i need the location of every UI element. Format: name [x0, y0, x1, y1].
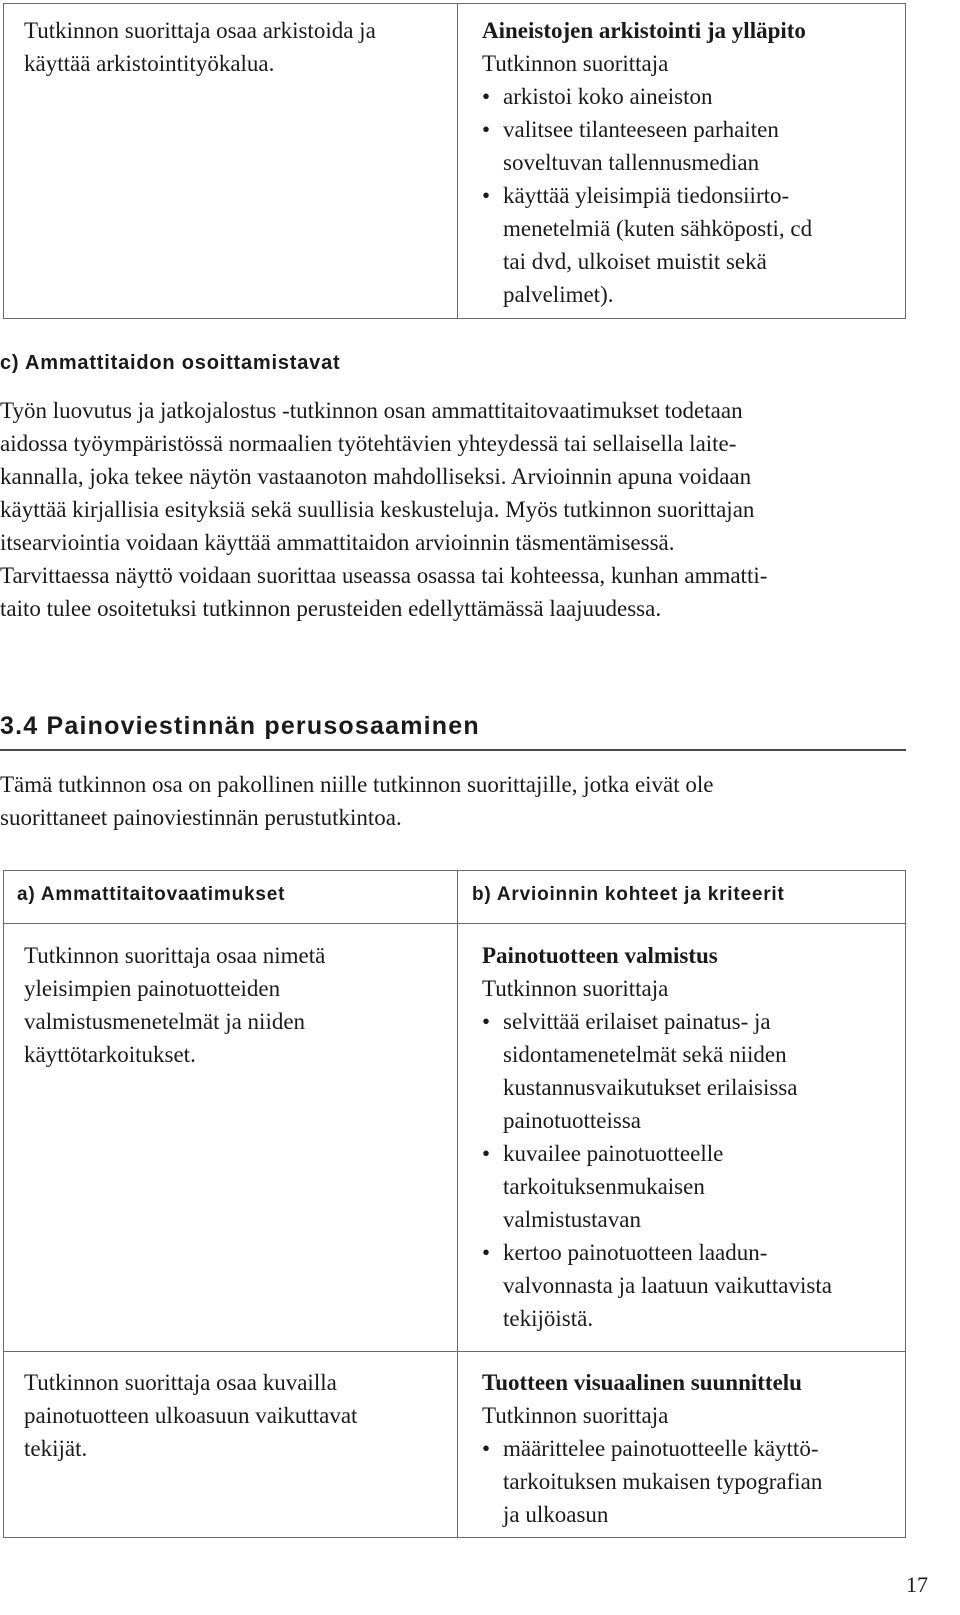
page-number: 17 — [906, 1572, 928, 1597]
bullet-line: • selvittää erilaiset painatus- ja — [503, 1009, 771, 1034]
criteria-bullet — [482, 113, 812, 179]
criteria-heading: Aineistojen arkistointi ja ylläpito — [482, 18, 806, 43]
paragraph-line: Työn luovutus ja jatkojalostus -tutkinnon osan ammattitaitovaatimukset todetaan — [0, 398, 743, 423]
bullet-line: valmistustavan — [503, 1207, 641, 1232]
bottom-table-header-rule — [3, 923, 906, 924]
cell-text-line: Tutkinnon suorittaja osaa kuvailla — [24, 1370, 337, 1395]
bullet-line: • arkistoi koko aineiston — [503, 84, 713, 109]
bullet-line: tarkoituksen mukaisen typografian — [503, 1469, 823, 1494]
criteria-subject: Tutkinnon suorittaja — [482, 1403, 669, 1428]
bullet-line: palvelimet). — [503, 282, 614, 307]
bullet-line: menetelmiä (kuten sähköposti, cd — [503, 216, 813, 241]
criteria-heading: Tuotteen visuaalinen suunnittelu — [482, 1370, 802, 1395]
criteria-bullet — [482, 80, 812, 113]
paragraph-line: Tämä tutkinnon osa on pakollinen niille tutkinnon suorittajille, jotka eivät ole — [0, 772, 714, 797]
column-a-header: a) Ammattitaitovaatimukset — [17, 884, 286, 905]
paragraph-line: aidossa työympäristössä normaalien työtehtävien yhteydessä tai sellaisella laite- — [0, 431, 737, 456]
cell-text-line: käyttötarkoitukset. — [24, 1042, 196, 1067]
criteria-bullet — [482, 1432, 822, 1531]
bottom-table-divider — [457, 870, 458, 1538]
criteria-bullet — [482, 1236, 832, 1335]
bullet-line: tarkoituksenmukaisen — [503, 1174, 705, 1199]
top-table-divider — [457, 3, 458, 319]
cell-text-line: yleisimpien painotuotteiden — [24, 976, 281, 1001]
top-table-left-cell — [24, 14, 376, 80]
bullet-line: painotuotteissa — [503, 1108, 641, 1133]
row1-left-cell — [24, 939, 325, 1071]
bullet-line: kustannusvaikutukset erilaisissa — [503, 1075, 798, 1100]
cell-text-line: valmistusmenetelmät ja niiden — [24, 1009, 306, 1034]
bullet-line: • valitsee tilanteeseen parhaiten — [503, 117, 779, 142]
paragraph-line: taito tulee osoitetuksi tutkinnon perusteiden edellyttämässä laajuudessa. — [0, 596, 662, 621]
bullet-line: • kertoo painotuotteen laadun- — [503, 1240, 768, 1265]
row2-left-cell — [24, 1366, 357, 1465]
section-title: 3.4 Painoviestinnän perusosaaminen — [0, 712, 480, 740]
criteria-bullet — [482, 179, 812, 311]
paragraph-line: kannalla, joka tekee näytön vastaanoton mahdolliseksi. Arvioinnin apuna voidaan — [0, 464, 752, 489]
paragraph-line: käyttää kirjallisia esityksiä sekä suullisia keskusteluja. Myös tutkinnon suorittajan — [0, 497, 755, 522]
bullet-line: valvonnasta ja laatuun vaikuttavista — [503, 1273, 832, 1298]
criteria-bullet-list — [482, 1005, 832, 1335]
row1-right-cell — [482, 939, 832, 1335]
paragraph-line: itsearviointia voidaan käyttää ammattitaidon arvioinnin täsmentämisessä. — [0, 530, 675, 555]
paragraph-line: Tarvittaessa näyttö voidaan suorittaa useassa osassa tai kohteessa, kunhan ammatti- — [0, 563, 768, 588]
cell-text-line: Tutkinnon suorittaja osaa arkistoida ja — [24, 18, 376, 43]
section-title-rule — [0, 749, 906, 751]
cell-text-line: tekijät. — [24, 1436, 88, 1461]
paragraph-line: suorittaneet painoviestinnän perustutkintoa. — [0, 805, 402, 830]
cell-text-line: Tutkinnon suorittaja osaa nimetä — [24, 943, 326, 968]
criteria-bullet-list — [482, 1432, 822, 1531]
bullet-line: ja ulkoasun — [503, 1502, 609, 1527]
section-intro — [0, 768, 714, 834]
criteria-heading: Painotuotteen valmistus — [482, 943, 718, 968]
bullet-line: • käyttää yleisimpiä tiedonsiirto- — [503, 183, 790, 208]
bullet-line: soveltuvan tallennusmedian — [503, 150, 760, 175]
bottom-table-row-rule — [3, 1351, 906, 1352]
cell-text-line: käyttää arkistointityökalua. — [24, 51, 275, 76]
criteria-subject: Tutkinnon suorittaja — [482, 51, 669, 76]
bullet-line: sidontamenetelmät sekä niiden — [503, 1042, 787, 1067]
top-table-right-cell — [482, 14, 812, 311]
criteria-bullet — [482, 1005, 832, 1137]
cell-text-line: painotuotteen ulkoasuun vaikuttavat — [24, 1403, 358, 1428]
bullet-line: • kuvailee painotuotteelle — [503, 1141, 724, 1166]
section-c-paragraph — [0, 394, 767, 625]
row2-right-cell — [482, 1366, 822, 1531]
criteria-bullet — [482, 1137, 832, 1236]
bullet-line: • määrittelee painotuotteelle käyttö- — [503, 1436, 819, 1461]
criteria-subject: Tutkinnon suorittaja — [482, 976, 669, 1001]
column-b-header: b) Arvioinnin kohteet ja kriteerit — [472, 884, 785, 905]
criteria-bullet-list — [482, 80, 812, 311]
bullet-line: tekijöistä. — [503, 1306, 594, 1331]
bullet-line: tai dvd, ulkoiset muistit sekä — [503, 249, 767, 274]
section-c-heading: c) Ammattitaidon osoittamistavat — [0, 352, 341, 374]
